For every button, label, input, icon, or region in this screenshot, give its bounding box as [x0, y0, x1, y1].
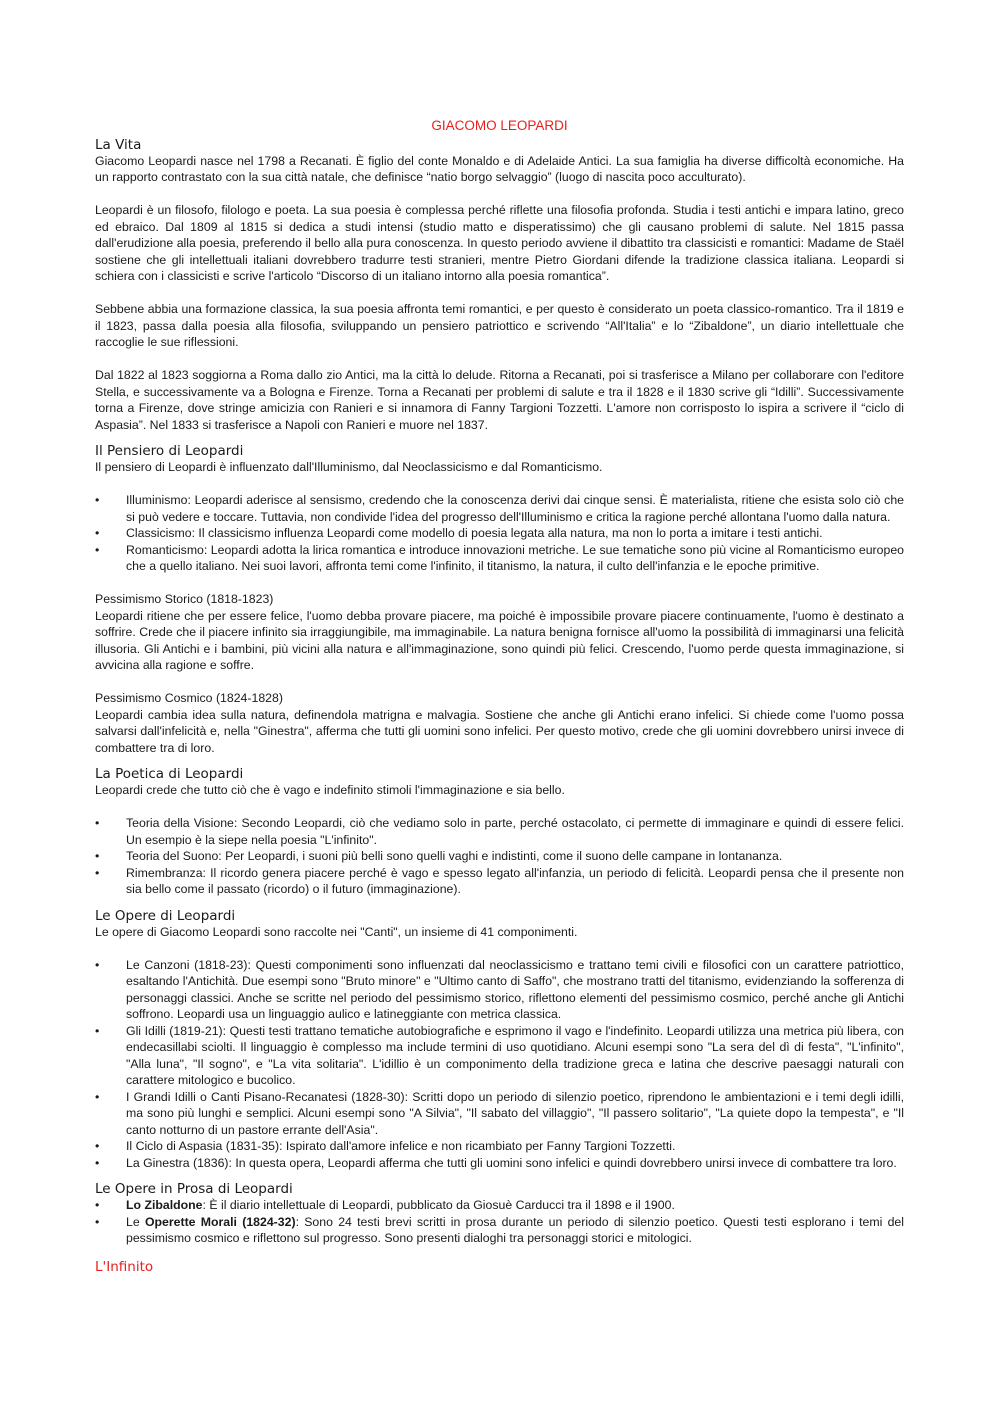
- subheading-pessimismo-cosmico: Pessimismo Cosmico (1824-1828): [95, 691, 283, 705]
- section-heading-pensiero: Il Pensiero di Leopardi: [95, 443, 244, 459]
- bullet-icon: •: [95, 1139, 100, 1153]
- paragraph: Sebbene abbia una formazione classica, la sua poesia affronta temi romantici, e per questo è considerato un poeta classico-romantico. Tra il 1819 e il 1823, passa dalla poesia alla filosofia, sviluppando un pensiero patriottico e scrivendo “All'Italia” e lo “Zibaldone”, un diario intellettuale che raccoglie le sue riflessioni.: [95, 302, 904, 349]
- subheading-pessimismo-storico: Pessimismo Storico (1818-1823): [95, 592, 274, 606]
- list-item: • Lo Zibaldone: È il diario intellettuale di Leopardi, pubblicato da Giosuè Carducci tra il 1898 e il 1900.: [95, 1198, 675, 1212]
- bullet-list-poetica: [95, 815, 904, 898]
- list-item: • I Grandi Idilli o Canti Pisano-Recanatesi (1828-30): Scritti dopo un periodo di silenzio poetico, riprendono le ambientazioni e i temi degli idilli, ma sono più lunghi e semplici. Alcuni esempi sono "A Silvia", "Il sabato del villaggio", "Il passero solitario", "La quiete dopo la tempesta", e "Il canto notturno di un pastore errante dell'Asia".: [95, 1089, 904, 1137]
- paragraph: Leopardi è un filosofo, filologo e poeta. La sua poesia è complessa perché riflette una filosofia profonda. Studia i testi antichi e impara latino, greco ed ebraico. Dal 1809 al 1815 si dedica a studi intensi (studio matto e disperatissimo) che gli causano problemi di salute. Nel 1815 passa dall'erudizione alla poesia, preferendo il bello alla pura conoscenza. In questo periodo avviene il dibattito tra classicisti e romantici: Madame de Staël sostiene che gli intellettuali italiani dovrebbero tradurre testi stranieri, mentre Pietro Giordani difende la tradizione classica italiana. Leopardi si schiera con i classicisti e scrive l'articolo “Discorso di un italiano intorno alla poesia romantica”.: [95, 203, 904, 283]
- section-heading-prosa: Le Opere in Prosa di Leopardi: [95, 1181, 293, 1197]
- list-item: • Teoria del Suono: Per Leopardi, i suoni più belli sono quelli vaghi e indistinti, come il suono delle campane in lontananza.: [95, 849, 783, 863]
- list-item: • Illuminismo: Leopardi aderisce al sensismo, credendo che la conoscenza derivi dai cinque sensi. È materialista, ritiene che esista solo ciò che si può vedere e toccare. Tuttavia, non condivide l'idea del progresso dell'Illuminismo e critica la ragione perché allontana l'uomo dalla natura.: [95, 493, 904, 524]
- list-item: • Gli Idilli (1819-21): Questi testi trattano tematiche autobiografiche e esprimono il vago e l'indefinito. Leopardi utilizza una metrica più libera, con endecasillabi sciolti. Il linguaggio è complesso ma include termini di uso quotidiano. Alcuni esempi sono "La sera del dì di festa", "L'infinito", "Alla luna", "Il sogno", e "La vita solitaria". L'idillio è un componimento della tradizione greca e latina che descrive paesaggi naturali con carattere mitologico e bucolico.: [95, 1023, 904, 1087]
- list-item: • Le Operette Morali (1824-32): Sono 24 testi brevi scritti in prosa durante un periodo di silenzio poetico. Questi testi esplorano i temi del pessimismo cosmico e riflettono sul progresso. Sono presenti dialoghi tra personaggi storici e mitologici.: [95, 1214, 904, 1245]
- bullet-icon: •: [95, 865, 100, 880]
- paragraph: Giacomo Leopardi nasce nel 1798 a Recanati. È figlio del conte Monaldo e di Adelaide Antici. La sua famiglia ha diverse difficoltà economiche. Ha un rapporto contrastato con la sua città natale, che definisce “natio borgo selvaggio” (luogo di nascita poco acculturato).: [95, 153, 904, 184]
- bullet-icon: •: [95, 849, 100, 863]
- list-item: • Classicismo: Il classicismo influenza Leopardi come modello di poesia legata alla natura, ma non lo porta a imitare i testi antichi.: [95, 526, 823, 540]
- bullet-list-pensiero: [95, 492, 904, 575]
- bullet-icon: •: [95, 957, 100, 972]
- bullet-icon: •: [95, 526, 100, 540]
- paragraph: Il pensiero di Leopardi è influenzato dall'Illuminismo, dal Neoclassicismo e dal Romanticismo.: [95, 460, 603, 474]
- bullet-icon: •: [95, 1214, 100, 1229]
- paragraph: Leopardi ritiene che per essere felice, l'uomo debba provare piacere, ma poiché è impossibile provare piacere continuamente, l'uomo è destinato a soffrire. Crede che il piacere infinito sia irraggiungibile, ma immaginabile. La natura benigna fornisce all'uomo la possibilità di immaginarsi una felicità illusoria. Gli Antichi e i bambini, più vicini alla natura e all'immaginazione, sono quindi più felici. Crescendo, l'uomo perde questa immaginazione, si avvicina alla ragione e soffre.: [95, 608, 904, 672]
- bullet-icon: •: [95, 493, 100, 507]
- section-heading-poetica: La Poetica di Leopardi: [95, 766, 244, 782]
- paragraph: Le opere di Giacomo Leopardi sono raccolte nei "Canti", un insieme di 41 componimenti.: [95, 924, 578, 939]
- bullet-list-prosa: [95, 1197, 904, 1247]
- section-heading-opere: Le Opere di Leopardi: [95, 907, 236, 924]
- list-item: • Teoria della Visione: Secondo Leopardi, ciò che vediamo solo in parte, perché ostacolato, ci permette di immaginare e quindi di essere felici. Un esempio è la siepe nella poesia "L'infinito".: [95, 816, 904, 847]
- bullet-icon: •: [95, 816, 100, 830]
- document-title: GIACOMO LEOPARDI: [431, 118, 568, 133]
- paragraph: Leopardi crede che tutto ciò che è vago e indefinito stimoli l'immaginazione e sia bello.: [95, 783, 565, 797]
- bullet-icon: •: [95, 1089, 100, 1104]
- list-item: • Rimembranza: Il ricordo genera piacere perché è vago e spesso legato all'infanzia, un periodo di felicità. Leopardi pensa che il presente non sia bello come il passato (ricordo) o il futuro (immaginazione).: [95, 865, 904, 896]
- list-item: • Romanticismo: Leopardi adotta la lirica romantica e introduce innovazioni metriche. Le sue tematiche sono più vicine al Romanticismo europeo che a quello italiano. Nei suoi lavori, affronta temi come l'infinito, il titanismo, la natura, il culto dell'infanzia e le epoche primitive.: [95, 542, 904, 573]
- list-item: • La Ginestra (1836): In questa opera, Leopardi afferma che tutti gli uomini sono infelici e quindi dovrebbero unirsi invece di combattere tra loro.: [95, 1155, 897, 1170]
- paragraph: Dal 1822 al 1823 soggiorna a Roma dallo zio Antici, ma la città lo delude. Ritorna a Recanati, poi si trasferisce a Milano per collaborare con l'editore Stella, e successivamente va a Bologna e Firenze. Torna a Recanati per problemi di salute e tra il 1828 e il 1830 scrive gli “Idilli”. Successivamente torna a Firenze, dove stringe amicizia con Ranieri e si innamora di Fanny Targioni Tozzetti. L'amore non corrisposto lo ispira a scrivere il “ciclo di Aspasia”. Nel 1833 si trasferisce a Napoli con Ranieri e muore nel 1837.: [95, 368, 904, 432]
- bullet-list-opere: [95, 957, 904, 1172]
- section-heading-infinito: L'Infinito: [95, 1258, 154, 1275]
- bullet-icon: •: [95, 1023, 100, 1038]
- section-heading-vita: La Vita: [95, 136, 142, 153]
- bullet-icon: •: [95, 1155, 100, 1170]
- list-item: • Il Ciclo di Aspasia (1831-35): Ispirato dall'amore infelice e non ricambiato per Fanny Targioni Tozzetti.: [95, 1139, 676, 1153]
- bullet-icon: •: [95, 1198, 100, 1212]
- paragraph: Leopardi cambia idea sulla natura, definendola matrigna e malvagia. Sostiene che anche gli Antichi erano infelici. Si chiede come l'uomo possa salvarsi dall'infelicità e, nella "Ginestra", afferma che tutti gli uomini sono infelici. Per questo motivo, crede che gli uomini dovrebbero unirsi invece di combattere tra di loro.: [95, 707, 904, 755]
- bullet-icon: •: [95, 542, 100, 557]
- list-item: • Le Canzoni (1818-23): Questi componimenti sono influenzati dal neoclassicismo e trattano temi civili e filosofici con un carattere patriottico, esaltando l'Antichità. Due esempi sono "Bruto minore" e "Ultimo canto di Saffo", che mostrano tratti del titanismo, evidenziando la sofferenza di personaggi classici. Anche se scritte nel periodo del pessimismo storico, riflettono elementi del pessimismo cosmico, perché anche gli Antichi soffrono. Leopardi usa un linguaggio aulico e latineggiante con metrica classica.: [95, 957, 904, 1021]
